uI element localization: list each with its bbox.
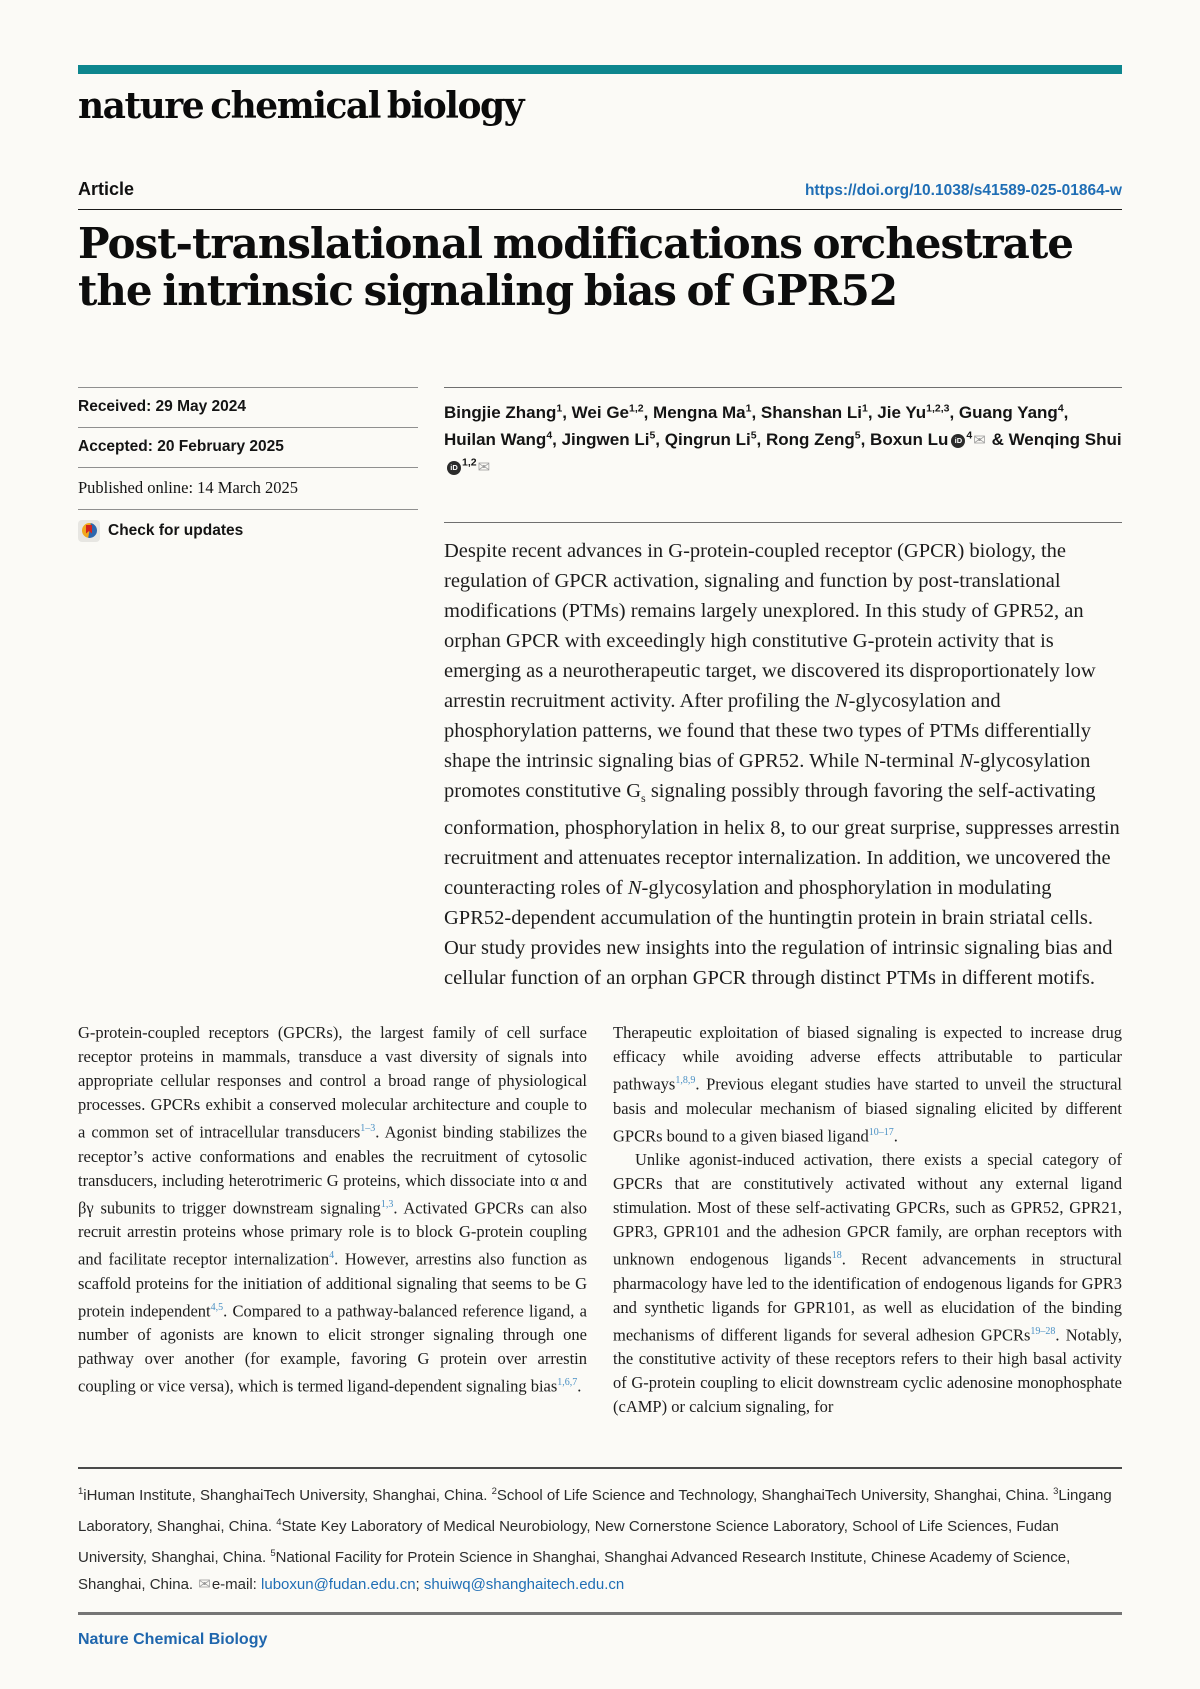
- footer-rule: [78, 1612, 1122, 1615]
- check-for-updates-button[interactable]: [78, 509, 418, 553]
- published-date: Published online: 14 March 2025: [78, 467, 418, 509]
- body-paragraph: G-protein-coupled receptors (GPCRs), the largest family of cell surface receptor proteins in mammals, transduce a vast diversity of signals into appropriate cellular responses and control a broad range of physiological processes. GPCRs exhibit a conserved molecular architecture and couple to a common set of intracellular transducers$^{1-3}$. Agonist binding stabilizes the receptor’s active conformations and enables the recruitment of cytosolic transducers, including heterotrimeric G proteins, which dissociate into α and βγ subunits to trigger downstream signaling$^{1,3}$. Activated GPCRs can also recruit arrestin proteins whose primary role is to block G-protein coupling and facilitate receptor internalization$^4$. However, arrestins also function as scaffold proteins for the initiation of additional signaling that seems to be G protein independent$^{4,5}$. Compared to a pathway-balanced reference ligand, a number of agonists are known to elicit stronger signaling through one pathway over another (for example, favoring G protein over arrestin coupling or vice versa), which is termed ligand-dependent signaling bias$^{1,6,7}$.: [78, 1023, 587, 1396]
- email-icon: ✉: [198, 1576, 211, 1594]
- article-type-label: Article: [78, 178, 135, 199]
- body-column-left: [78, 1021, 587, 1419]
- journal-logo: nature chemical biology: [78, 85, 524, 127]
- orcid-icon: iD: [951, 434, 965, 448]
- body-text: [78, 1021, 1122, 1419]
- orcid-icon: iD: [447, 461, 461, 475]
- doi-link[interactable]: https://doi.org/10.1038/s41589-025-01864-w: [804, 181, 1122, 199]
- email-icon: ✉: [477, 458, 491, 476]
- authors-abstract-column: [444, 387, 1122, 994]
- email-link-2[interactable]: shuiwq@shanghaitech.edu.cn: [423, 1576, 625, 1594]
- journal-footer: Nature Chemical Biology: [78, 1631, 268, 1649]
- article-header-row: [78, 179, 1122, 210]
- affiliations-note: [78, 1467, 1122, 1598]
- email-icon: ✉: [973, 431, 986, 449]
- meta-section: [78, 387, 1122, 994]
- body-column-right: [613, 1021, 1122, 1419]
- body-paragraph: Unlike agonist-induced activation, there exists a special category of GPCRs that are constitutively activated without any external ligand stimulation. Most of these self-activating GPCRs, such as GPR52, GPR21, GPR3, GPR101 and the adhesion GPCR family, are orphan receptors with unknown endogenous ligands$^{18}$. Recent advancements in structural pharmacology have led to the identification of endogenous ligands for GPR3 and synthetic ligands for GPR101, as well as elucidation of the binding mechanisms of different ligands for several adhesion GPCRs$^{19-28}$. Notably, the constitutive activity of these receptors refers to their high basal activity of G-protein coupling to elicit downstream cyclic adenosine monophosphate (cAMP) or calcium signaling, for: [613, 1150, 1122, 1417]
- journal-accent-bar: [78, 65, 1122, 74]
- body-paragraph: Therapeutic exploitation of biased signaling is expected to increase drug efficacy while avoiding adverse effects attributable to particular pathways$^{1,8,9}$. Previous elegant studies have started to unveil the structural basis and molecular mechanism of biased signaling elicited by different GPCRs bound to a given biased ligand$^{10-17}$.: [613, 1023, 1122, 1146]
- affiliations-text: $^1$iHuman Institute, ShanghaiTech University, Shanghai, China. $^2$School of Life Science and Technology, ShanghaiTech University, Shanghai, China. $^3$Lingang Laboratory, Shanghai, China. $^4$State Key Laboratory of Medical Neurobiology, New Cornerstone Science Laboratory, School of Life Sciences, Fudan University, Shanghai, China. $^5$National Facility for Protein Science in Shanghai, Shanghai Advanced Research Institute, Chinese Academy of Science, Shanghai, China.: [78, 1486, 1112, 1594]
- email-label: e-mail:: [211, 1576, 262, 1594]
- abstract-text: Despite recent advances in G-protein-coupled receptor (GPCR) biology, the regulation of GPCR activation, signaling and function by post-translational modifications (PTMs) remains largely unexplored. In this study of GPR52, an orphan GPCR with exceedingly high constitutive G-protein activity that is emerging as a neurotherapeutic target, we discovered its disproportionately low arrestin recruitment activity. After profiling the N-glycosylation and phosphorylation patterns, we found that these two types of PTMs differentially shape the intrinsic signaling bias of GPR52. While N-terminal N-glycosylation promotes constitutive $G_s$ signaling possibly through favoring the self-activating conformation, phosphorylation in helix 8, to our great surprise, suppresses arrestin recruitment and attenuates receptor internalization. In addition, we uncovered the counteracting roles of N-glycosylation and phosphorylation in modulating GPR52-dependent accumulation of the huntingtin protein in brain striatal cells. Our study provides new insights into the regulation of intrinsic signaling bias and cellular function of an orphan GPCR through distinct PTMs in different motifs.: [444, 522, 1122, 993]
- page-title: Post-translational modifications orchestrate the intrinsic signaling bias of GPR52: [78, 218, 1073, 316]
- email-separator: ;: [415, 1576, 424, 1594]
- email-link-1[interactable]: luboxun@fudan.edu.cn: [261, 1576, 416, 1594]
- accepted-date: Accepted: 20 February 2025: [78, 427, 418, 467]
- dates-column: [78, 387, 418, 994]
- check-for-updates-label: Check for updates: [108, 521, 244, 539]
- crossmark-icon: [78, 520, 100, 542]
- received-date: Received: 29 May 2024: [78, 387, 418, 427]
- author-list: Bingjie Zhang$^1$, Wei Ge$^{1,2}$, Mengna Ma$^1$, Shanshan Li$^1$, Jie Yu$^{1,2,3}$, Guang Yang$^4$, Huilan Wang$^4$, Jingwen Li$^5$, Qingrun Li$^5$, Rong Zeng$^5$, Boxun Lu iD $^4$✉ & Wenqing ShuiiD $^{1,2}$✉: [444, 387, 1122, 481]
